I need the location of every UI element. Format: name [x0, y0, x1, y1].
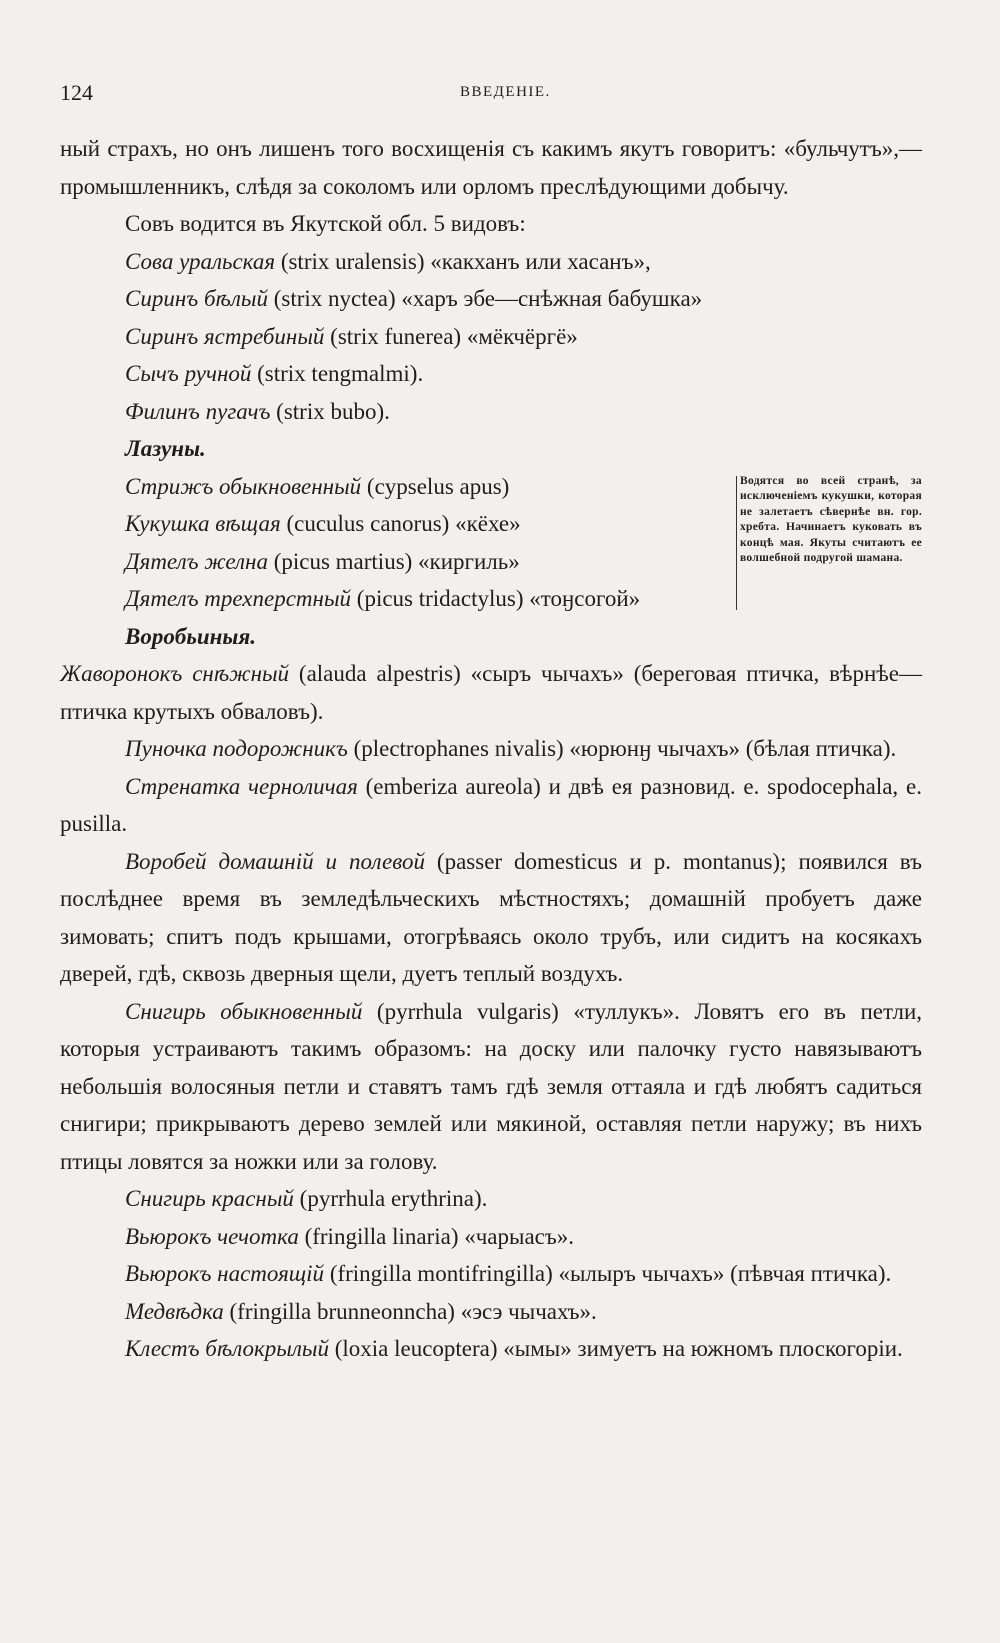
paragraph-owls-intro: Совъ водится въ Якутской обл. 5 видовъ: [125, 211, 526, 236]
owl-entry: Сиринъ ястребиный (strix funerea) «мёкчёргё» [125, 323, 578, 349]
species-paragraph: Вьюрокъ настоящій (fringilla montifringilla) «ылыръ чычахъ» (пѣвчая птичка). [125, 1261, 892, 1286]
species-paragraph: Жаворонокъ снѣжный (alauda alpestris) «сыръ чычахъ» (береговая птичка, вѣрнѣе—птичка крутыхъ обваловъ). [60, 661, 922, 724]
species-name: Сиринъ бѣлый [125, 286, 268, 311]
species-name: Медвѣдка [125, 1298, 224, 1324]
owl-entry: Филинъ пугачъ (strix bubo). [125, 398, 390, 424]
text-body [60, 130, 922, 1368]
paragraph-intro: ный страхъ, но онъ лишенъ того восхищенія съ какимъ якутъ говоритъ: «бульчутъ»,—промышленникъ, слѣдя за соколомъ или орломъ преслѣдующими добычу. [60, 136, 922, 199]
climbers-block [60, 468, 922, 618]
species-name: Вьюрокъ чечотка [125, 1223, 299, 1249]
species-paragraph: Пуночка подорожникъ (plectrophanes nivalis) «юрюнӈ чычахъ» (бѣлая птичка). [125, 736, 897, 761]
species-paragraph: Снигирь красный (pyrrhula erythrina). [125, 1186, 488, 1211]
species-name: Сиринъ ястребиный [125, 323, 325, 349]
page-number: 124 [60, 80, 93, 105]
species-name: Воробей домашній и полевой [125, 848, 425, 874]
species-name: Дятелъ желна [125, 548, 268, 574]
owl-entry: Сычъ ручной (strix tengmalmi). [125, 361, 424, 386]
species-name: Сова уральская [125, 248, 276, 274]
climber-entry: Стрижъ обыкновенный (cypselus apus) [125, 473, 510, 499]
species-paragraph: Клестъ бѣлокрылый (loxia leucoptera) «ымы» зимуетъ на южномъ плоскогоріи. [125, 1336, 903, 1361]
climber-entry: Дятелъ желна (picus martius) «киргиль» [125, 548, 520, 574]
species-name: Клестъ бѣлокрылый [125, 1336, 329, 1361]
climber-entry: Дятелъ трехперстный (picus tridactylus) «тоӈсогой» [125, 586, 641, 611]
side-note: Водятся во всей странѣ, за исключеніемъ кукушки, которая не залетаетъ сѣвернѣе вн. гор. хребта. Начинаетъ куковать въ концѣ мая. Якуты считаютъ ее волшебной подругой шамана. [740, 474, 922, 564]
species-paragraph: Медвѣдка (fringilla brunneonncha) «эсэ чычахъ». [125, 1298, 597, 1324]
species-name: Снигирь красный [125, 1186, 294, 1211]
climber-entry: Кукушка вѣщая (cuculus canorus) «кёхе» [125, 511, 521, 536]
species-name: Стрижъ обыкновенный [125, 473, 362, 499]
species-name: Снигирь обыкновенный [125, 998, 363, 1024]
species-name: Жаворонокъ снѣжный [60, 661, 290, 686]
species-name: Кукушка вѣщая [125, 511, 281, 536]
owl-entry: Сиринъ бѣлый (strix nyctea) «харъ эбе—снѣжная бабушка» [125, 286, 703, 311]
running-title: ВВЕДЕНІЕ. [460, 84, 551, 100]
species-paragraph: Стренатка черноличая (emberiza aureola) и двѣ ея разновид. e. spodocephala, e. pusilla. [60, 773, 922, 836]
species-name: Дятелъ трехперстный [125, 586, 352, 611]
species-name: Вьюрокъ настоящій [125, 1261, 325, 1286]
species-paragraph: Снигирь обыкновенный (pyrrhula vulgaris) «туллукъ». Ловятъ его въ петли, которыя устраиваютъ такимъ образомъ: на доску или палочку густо навязываютъ небольшія волосяныя петли и ставятъ тамъ гдѣ земля оттаяла и гдѣ любятъ садиться снигири; прикрываютъ дерево землей или мякиной, оставляя петли наружу; въ нихъ птицы ловятся за ножки или за голову. [60, 998, 923, 1174]
brace-bracket [728, 476, 737, 610]
species-name: Пуночка подорожникъ [125, 736, 348, 761]
owl-entry: Сова уральская (strix uralensis) «какханъ или хасанъ», [125, 248, 651, 274]
page-header [60, 80, 925, 112]
group-heading-passerines: Воробьиныя. [125, 623, 256, 649]
group-heading-climbers: Лазуны. [125, 436, 206, 461]
species-name: Стренатка черноличая [125, 773, 358, 799]
species-name: Сычъ ручной [125, 361, 252, 386]
species-name: Филинъ пугачъ [125, 398, 271, 424]
species-paragraph: Вьюрокъ чечотка (fringilla linaria) «чарыасъ». [125, 1223, 575, 1249]
species-paragraph: Воробей домашній и полевой (passer domesticus и p. montanus); появился въ послѣднее время въ земледѣльческихъ мѣстностяхъ; домашній пробуетъ даже зимовать; спитъ подъ крышами, отогрѣваясь около трубъ, или сидитъ на косякахъ дверей, гдѣ, сквозь дверныя щели, дуетъ теплый воздухъ. [60, 848, 922, 986]
